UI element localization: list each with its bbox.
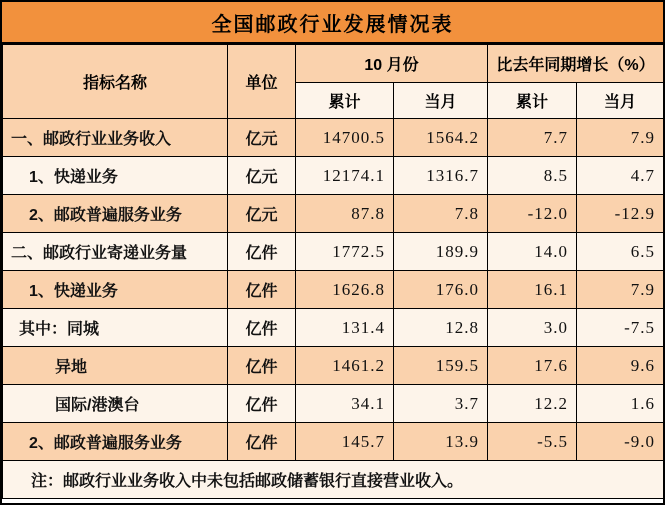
cumulative-cell: 1461.2 bbox=[296, 347, 394, 385]
indicator-cell: 一、邮政行业业务收入 bbox=[3, 119, 228, 157]
unit-cell: 亿元 bbox=[228, 195, 296, 233]
growth-month-cell: 7.9 bbox=[577, 119, 664, 157]
indicator-cell: 2、邮政普遍服务业务 bbox=[3, 195, 228, 233]
growth-month-cell: 7.9 bbox=[577, 271, 664, 309]
unit-cell: 亿件 bbox=[228, 271, 296, 309]
col-header-current-month: 当月 bbox=[394, 83, 488, 119]
unit-cell: 亿件 bbox=[228, 423, 296, 461]
month-cell: 1564.2 bbox=[394, 119, 488, 157]
indicator-cell: 2、邮政普遍服务业务 bbox=[3, 423, 228, 461]
table-row bbox=[3, 195, 664, 233]
table-note-row bbox=[3, 461, 664, 499]
table-note: 注：邮政行业业务收入中未包括邮政储蓄银行直接营业收入。 bbox=[3, 461, 664, 499]
col-header-growth-cumulative: 累计 bbox=[488, 83, 577, 119]
cumulative-cell: 14700.5 bbox=[296, 119, 394, 157]
cumulative-cell: 145.7 bbox=[296, 423, 394, 461]
growth-month-cell: -7.5 bbox=[577, 309, 664, 347]
unit-cell: 亿件 bbox=[228, 347, 296, 385]
table-row bbox=[3, 385, 664, 423]
unit-cell: 亿元 bbox=[228, 119, 296, 157]
month-cell: 13.9 bbox=[394, 423, 488, 461]
month-cell: 12.8 bbox=[394, 309, 488, 347]
table-row bbox=[3, 309, 664, 347]
growth-month-cell: -9.0 bbox=[577, 423, 664, 461]
table-row bbox=[3, 233, 664, 271]
growth-cumulative-cell: 12.2 bbox=[488, 385, 577, 423]
month-cell: 1316.7 bbox=[394, 157, 488, 195]
postal-stats-table bbox=[2, 44, 664, 499]
growth-cumulative-cell: -5.5 bbox=[488, 423, 577, 461]
month-cell: 176.0 bbox=[394, 271, 488, 309]
indicator-cell: 二、邮政行业寄递业务量 bbox=[3, 233, 228, 271]
month-cell: 159.5 bbox=[394, 347, 488, 385]
col-header-unit: 单位 bbox=[228, 45, 296, 119]
page-title: 全国邮政行业发展情况表 bbox=[2, 2, 663, 44]
col-header-indicator: 指标名称 bbox=[3, 45, 228, 119]
month-cell: 3.7 bbox=[394, 385, 488, 423]
table-row bbox=[3, 271, 664, 309]
growth-cumulative-cell: 3.0 bbox=[488, 309, 577, 347]
growth-cumulative-cell: 17.6 bbox=[488, 347, 577, 385]
indicator-cell: 国际/港澳台 bbox=[3, 385, 228, 423]
growth-month-cell: 1.6 bbox=[577, 385, 664, 423]
table-row bbox=[3, 423, 664, 461]
month-cell: 189.9 bbox=[394, 233, 488, 271]
unit-cell: 亿件 bbox=[228, 233, 296, 271]
col-header-growth-group: 比去年同期增长（%） bbox=[488, 45, 664, 83]
col-header-cumulative: 累计 bbox=[296, 83, 394, 119]
unit-cell: 亿元 bbox=[228, 157, 296, 195]
unit-cell: 亿件 bbox=[228, 385, 296, 423]
cumulative-cell: 34.1 bbox=[296, 385, 394, 423]
growth-month-cell: -12.9 bbox=[577, 195, 664, 233]
table-row bbox=[3, 157, 664, 195]
growth-cumulative-cell: 14.0 bbox=[488, 233, 577, 271]
cumulative-cell: 87.8 bbox=[296, 195, 394, 233]
col-header-october-group: 10 月份 bbox=[296, 45, 488, 83]
growth-cumulative-cell: 8.5 bbox=[488, 157, 577, 195]
growth-cumulative-cell: -12.0 bbox=[488, 195, 577, 233]
table-row bbox=[3, 119, 664, 157]
indicator-cell: 1、快递业务 bbox=[3, 157, 228, 195]
cumulative-cell: 12174.1 bbox=[296, 157, 394, 195]
indicator-cell: 其中：同城 bbox=[3, 309, 228, 347]
indicator-cell: 异地 bbox=[3, 347, 228, 385]
col-header-growth-current-month: 当月 bbox=[577, 83, 664, 119]
growth-month-cell: 9.6 bbox=[577, 347, 664, 385]
cumulative-cell: 131.4 bbox=[296, 309, 394, 347]
unit-cell: 亿件 bbox=[228, 309, 296, 347]
growth-cumulative-cell: 16.1 bbox=[488, 271, 577, 309]
growth-month-cell: 6.5 bbox=[577, 233, 664, 271]
month-cell: 7.8 bbox=[394, 195, 488, 233]
cumulative-cell: 1626.8 bbox=[296, 271, 394, 309]
growth-month-cell: 4.7 bbox=[577, 157, 664, 195]
indicator-cell: 1、快递业务 bbox=[3, 271, 228, 309]
cumulative-cell: 1772.5 bbox=[296, 233, 394, 271]
table-row bbox=[3, 347, 664, 385]
growth-cumulative-cell: 7.7 bbox=[488, 119, 577, 157]
